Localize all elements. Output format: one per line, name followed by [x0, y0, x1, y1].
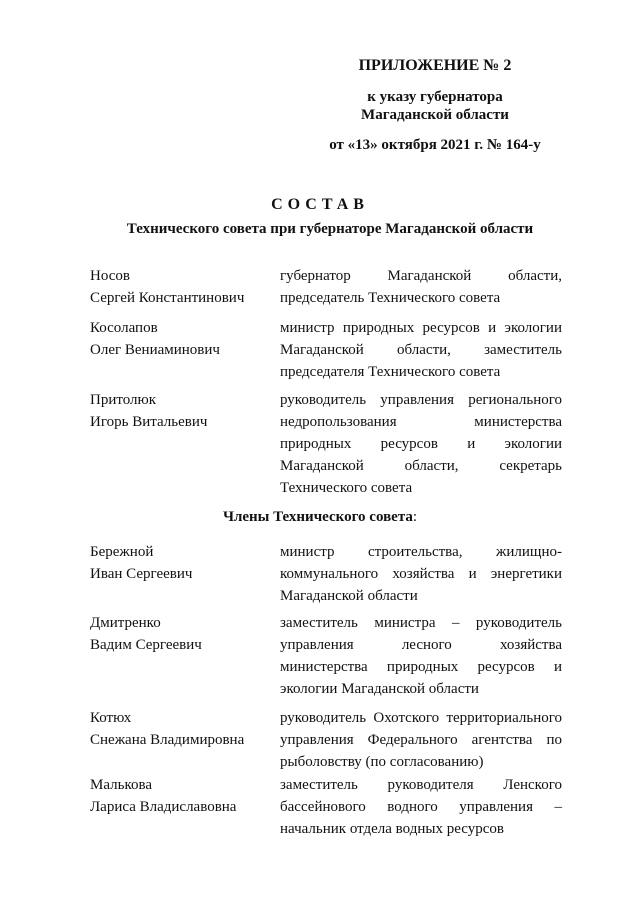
person-surname: Носов [90, 268, 130, 284]
members-heading-colon: : [412, 509, 418, 525]
person-surname: Малькова [90, 777, 153, 793]
person-role: заместитель руководителя Ленского бассейнового водного управления – начальник отдела водных ресурсов [280, 777, 562, 837]
person-role: губернатор Магаданской области, председатель Технического совета [280, 268, 562, 306]
person-surname: Косолапов [90, 320, 158, 336]
annex-reference-line-2: Магаданской области [361, 107, 509, 123]
person-given-name: Олег Вениаминович [90, 342, 220, 358]
person-name [90, 774, 270, 818]
document-title: СОСТАВ [271, 196, 369, 213]
annex-title: ПРИЛОЖЕНИЕ № 2 [358, 57, 512, 74]
person-given-name: Снежана Владимировна [90, 732, 245, 748]
annex-reference [300, 88, 570, 124]
person-given-name: Лариса Владиславовна [90, 799, 237, 815]
members-heading-label: Члены Технического совета [222, 509, 413, 525]
person-role: руководитель Охотского территориального управления Федерального агентства по рыболовству (по согласованию) [280, 710, 562, 770]
person-given-name: Игорь Витальевич [90, 414, 208, 430]
person-role: министр строительства, жилищно-коммунального хозяйства и энергетики Магаданской области [280, 544, 562, 604]
person-surname: Котюх [90, 710, 132, 726]
annex-reference-line-1: к указу губернатора [367, 89, 503, 105]
person-name [90, 317, 270, 361]
person-role: министр природных ресурсов и экологии Магаданской области, заместитель председателя Технического совета [280, 320, 562, 380]
person-name [90, 612, 270, 656]
person-surname: Дмитренко [90, 615, 161, 631]
person-role: руководитель управления регионального недропользования министерства природных ресурсов и экологии Магаданской области, секретарь Технического совета [280, 392, 562, 496]
person-name [90, 265, 270, 309]
person-given-name: Сергей Константинович [90, 290, 245, 306]
person-name [90, 389, 270, 433]
members-heading [0, 509, 640, 526]
annex-block [300, 56, 570, 154]
person-given-name: Иван Сергеевич [90, 566, 193, 582]
person-surname: Притолюк [90, 392, 156, 408]
person-role: заместитель министра – руководитель управления лесного хозяйства министерства природных ресурсов и экологии Магаданской области [280, 615, 562, 697]
person-surname: Бережной [90, 544, 154, 560]
annex-date: от «13» октября 2021 г. № 164-у [329, 137, 541, 153]
person-given-name: Вадим Сергеевич [90, 637, 202, 653]
person-name [90, 541, 270, 585]
council-heading: Технического совета при губернаторе Магаданской области [126, 221, 534, 237]
person-name [90, 707, 270, 751]
